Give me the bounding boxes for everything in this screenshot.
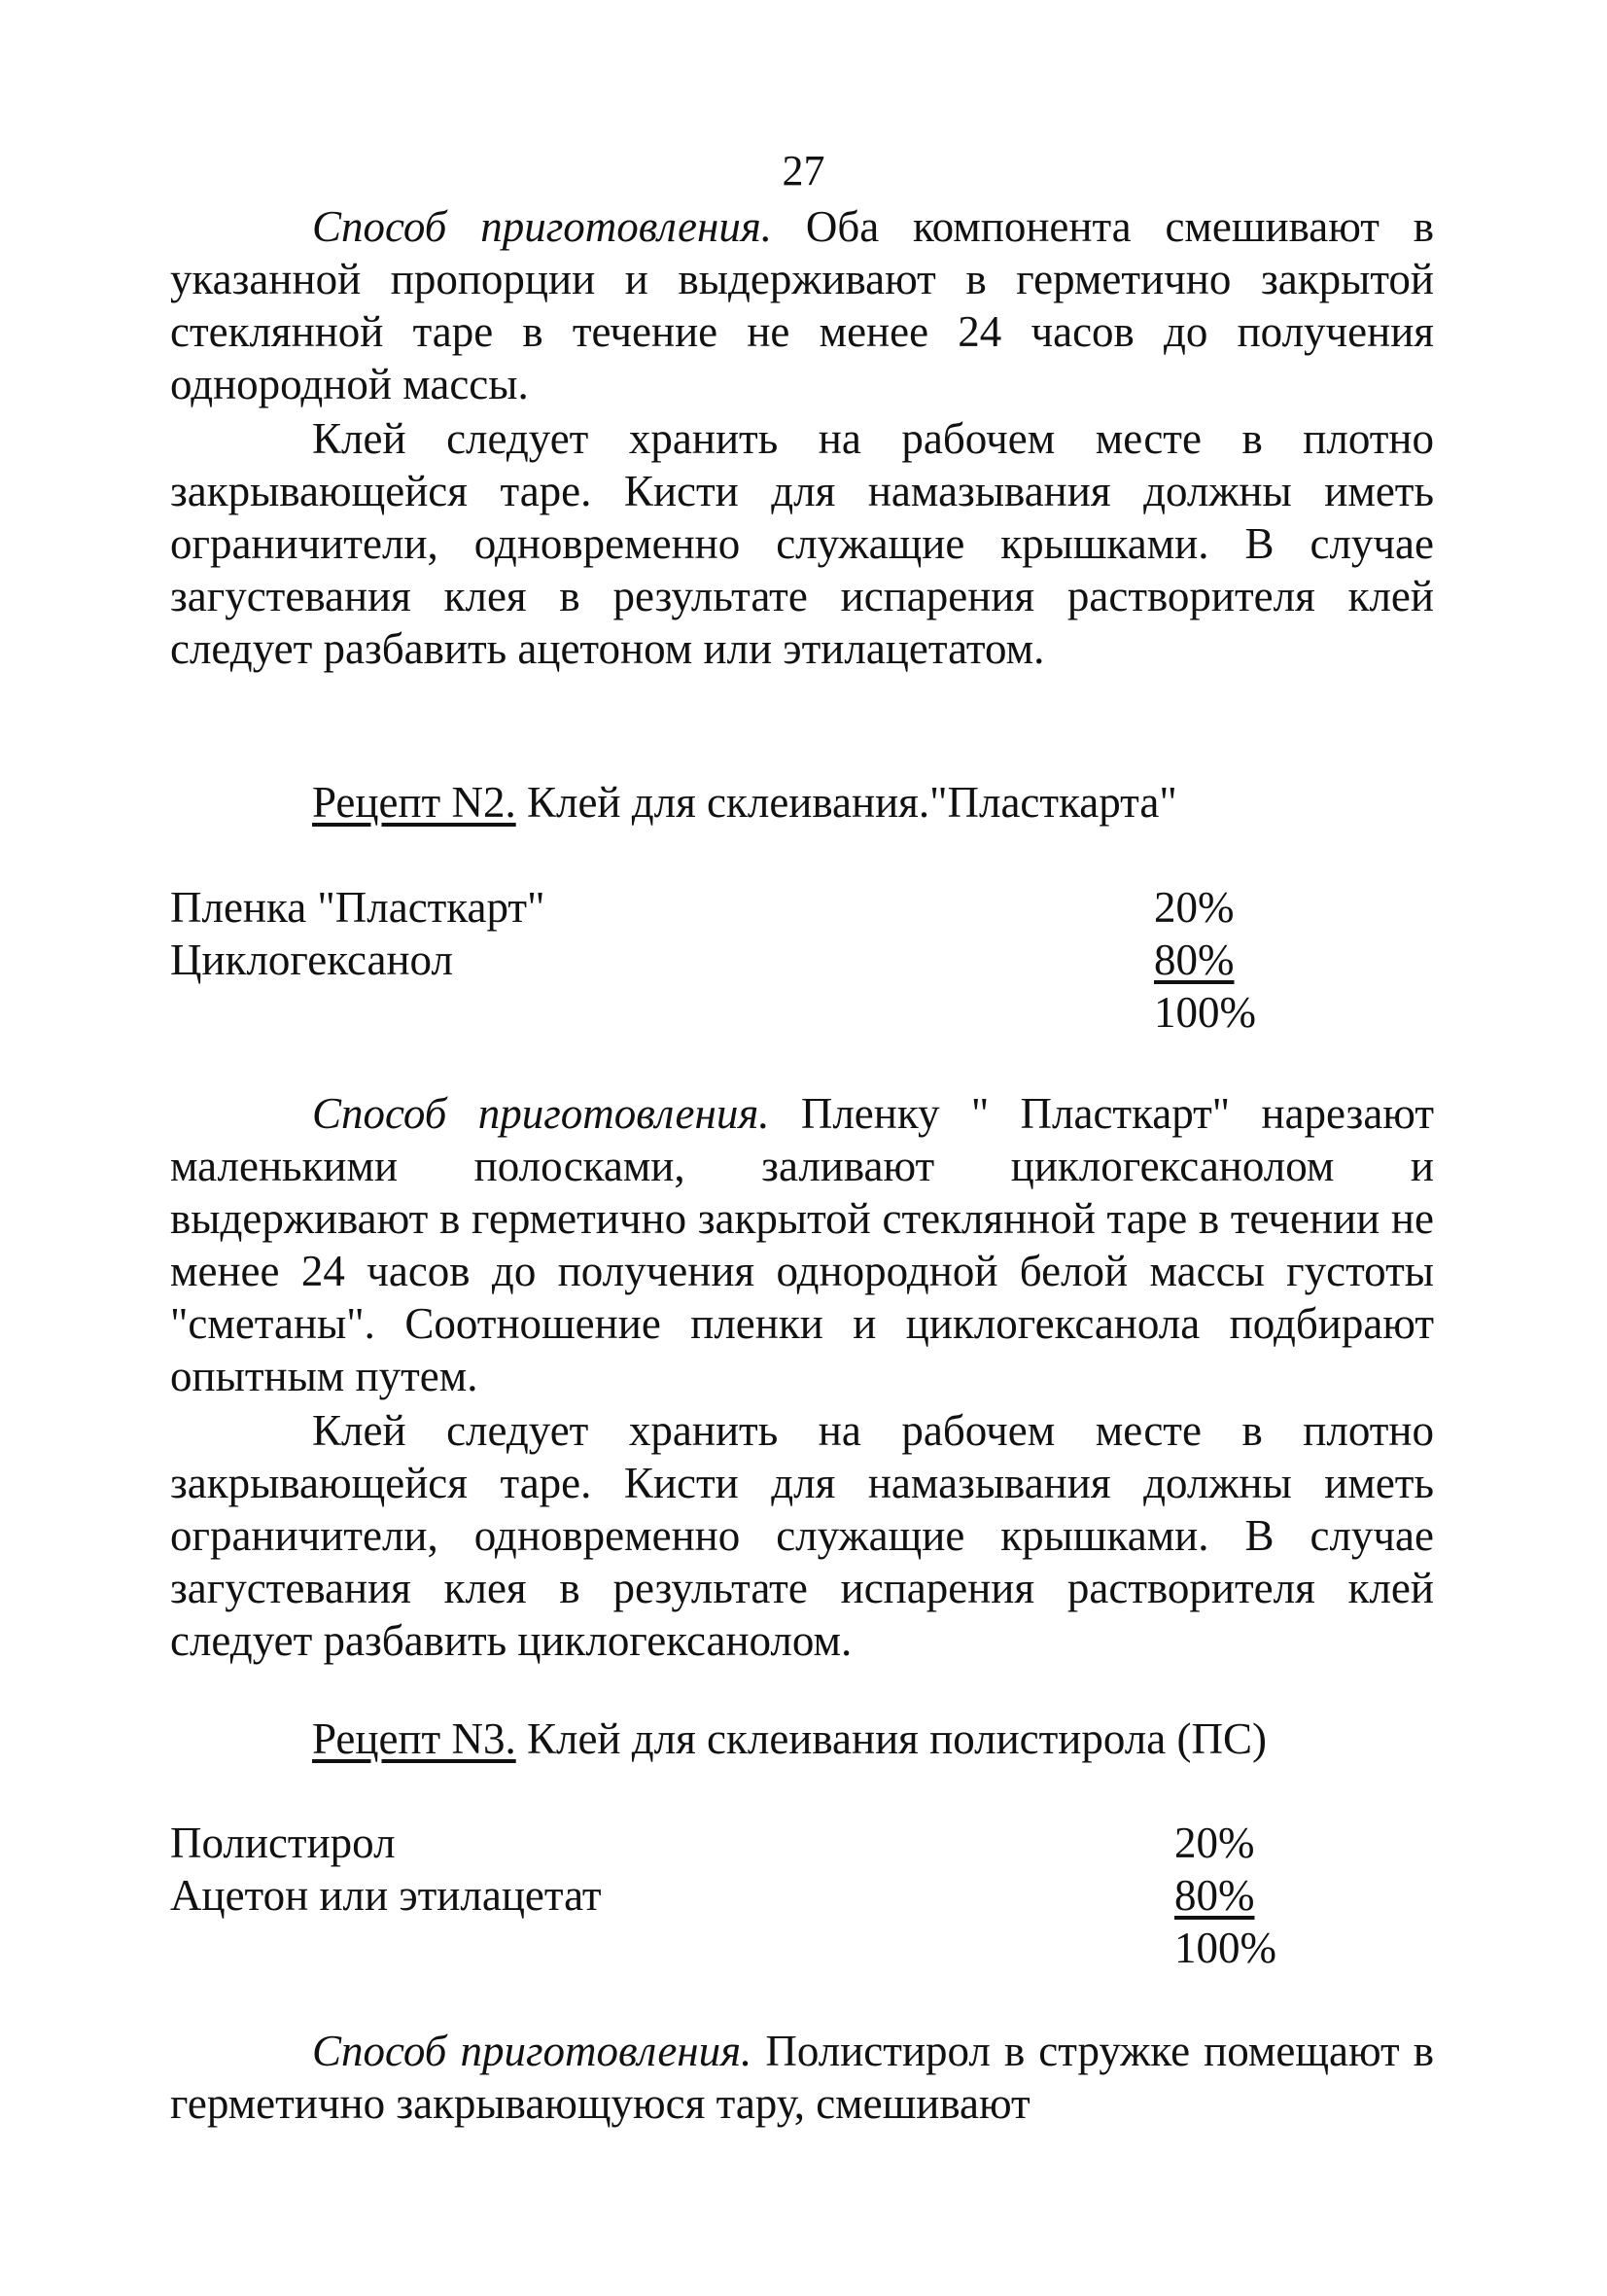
ingredient-row — [170, 1869, 1288, 1922]
preparation-paragraph-3 — [170, 2025, 1434, 2130]
recipe-2-title: Клей для склеивания."Пласткарта" — [515, 778, 1177, 827]
ingredient-row — [170, 934, 1288, 986]
ingredient-name: Пленка "Пласткарт" — [170, 883, 545, 932]
preparation-paragraph-2 — [170, 1087, 1434, 1667]
ingredient-name: Циклогексанол — [170, 936, 453, 984]
preparation-text: Полистирол в стружке помещают в герметично закрывающуюся тару, смешивают — [170, 2027, 1434, 2128]
total-row — [170, 1922, 1288, 1974]
preparation-text: Оба компонента смешивают в указанной пропорции и выдерживают в герметично закрытой стеклянной таре в течение не менее 24 часов до получения однородной массы. — [170, 202, 1434, 408]
storage-paragraph-1: Клей следует хранить на рабочем месте в плотно закрывающейся таре. Кисти для намазывания должны иметь ограничители, одновременно служащие крышками. В случае загустевания клея в результате испарения растворителя клей следует разбавить ацетоном или этилацетатом. — [170, 414, 1434, 673]
ingredient-percent: 80% — [1154, 936, 1235, 984]
ingredient-percent: 20% — [1154, 883, 1235, 932]
recipe-3-title: Клей для склеивания полистирола (ПС) — [515, 1714, 1267, 1763]
recipe-2-ingredients — [170, 881, 1288, 1039]
preparation-label: Способ приготовления. — [312, 1089, 770, 1138]
total-percent: 100% — [1154, 988, 1256, 1037]
page-number: 27 — [782, 147, 825, 194]
ingredient-row — [170, 1817, 1288, 1869]
recipe-2-heading — [170, 775, 1434, 830]
storage-paragraph-2: Клей следует хранить на рабочем месте в плотно закрывающейся таре. Кисти для намазывания должны иметь ограничители, одновременно служащие крышками. В случае загустевания клея в результате испарения растворителя клей следует разбавить циклогексанолом. — [170, 1406, 1434, 1665]
ingredient-percent: 20% — [1174, 1819, 1255, 1867]
total-row — [170, 986, 1288, 1039]
ingredient-row — [170, 881, 1288, 934]
recipe-3-heading — [170, 1712, 1434, 1766]
recipe-3-ingredients — [170, 1817, 1288, 1974]
ingredient-name: Полистирол — [170, 1819, 396, 1867]
ingredient-percent: 80% — [1174, 1871, 1255, 1920]
total-percent: 100% — [1174, 1924, 1276, 1972]
preparation-label: Способ приготовления. — [312, 202, 773, 251]
preparation-text: Пленку " Пласткарт" нарезают маленькими полосками, заливают циклогексанолом и выдерживают в герметично закрытой стеклянной таре в течении не менее 24 часов до получения однородной белой массы густоты "сметаны". Соотношение пленки и циклогексанола подбирают опытным путем. — [170, 1089, 1434, 1400]
preparation-label: Способ приготовления. — [312, 2027, 752, 2075]
recipe-2-label: Рецепт N2. — [312, 778, 516, 827]
recipe-3-label: Рецепт N3. — [312, 1714, 516, 1763]
preparation-paragraph-1 — [170, 200, 1434, 675]
ingredient-name: Ацетон или этилацетат — [170, 1871, 602, 1920]
